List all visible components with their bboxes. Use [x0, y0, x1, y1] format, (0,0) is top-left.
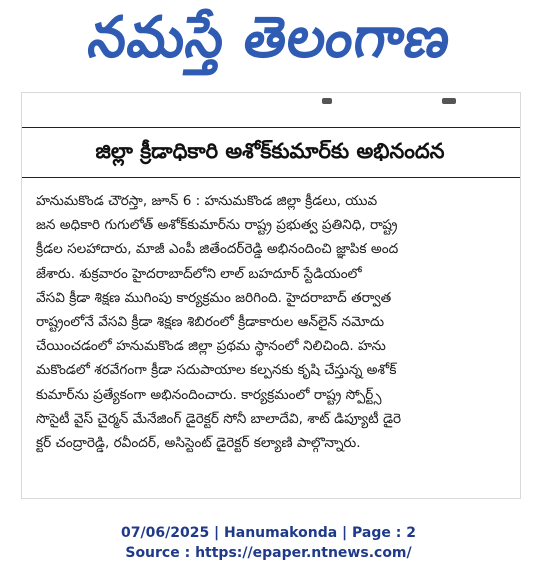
article-line: జన అధికారి గుగులోత్ అశోక్‌కుమార్‌ను రాష్ట్ర ప్రభుత్వ ప్రతినిధి, రాష్ట్ర — [36, 217, 398, 234]
edition-info: 07/06/2025 | Hanumakonda | Page : 2 — [121, 525, 416, 541]
article-line: వేసవి క్రీడా శిక్షణ ముగింపు కార్యక్రమం జరిగింది. హైదరాబాద్ తర్వాత — [36, 289, 392, 306]
article-body — [36, 189, 500, 455]
article-line: చేయించడంలో హనుమకొండ జిల్లా ప్రథమ స్థానంలో నిలిచింది. హను — [36, 338, 386, 355]
article-headline: జిల్లా క్రీడాధికారి అశోక్‌కుమార్‌కు అభినందన — [95, 139, 445, 163]
source-link[interactable]: Source : https://epaper.ntnews.com/ — [125, 545, 412, 561]
cut-mark — [322, 98, 332, 104]
news-clipping — [21, 92, 521, 499]
article-line: క్రీడల సలహాదారు, మాజీ ఎంపీ జితేందర్‌రెడ్డి అభినందించి జ్ఞాపిక అంద — [36, 241, 399, 258]
article-line: జేశారు. శుక్రవారం హైదరాబాద్‌లోని లాల్ బహదూర్ స్టేడియంలో — [36, 265, 362, 282]
cut-mark — [442, 98, 456, 104]
article-line: కుమార్‌ను ప్రత్యేకంగా అభినందించారు. కార్యక్రమంలో రాష్ట్ర స్పోర్ట్స్ — [36, 386, 382, 403]
newspaper-logo: నమస్తే తెలంగాణ — [83, 3, 456, 70]
article-line: మకొండలో శరవేగంగా క్రీడా సదుపాయాల కల్పనకు కృషి చేస్తున్న అశోక్ — [36, 362, 397, 379]
article-line: హనుమకొండ చౌరస్తా, జూన్ 6 : హనుమకొండ జిల్లా క్రీడలు, యువ — [36, 193, 378, 209]
headline-top-rule — [22, 127, 520, 128]
article-line: క్టర్ చంద్రారెడ్డి, రవీందర్, అసిస్టెంట్ డైరెక్టర్ కల్యాణి పాల్గొన్నారు. — [36, 435, 361, 452]
article-line: రాష్ట్రంలోనే వేసవి క్రీడా శిక్షణ శిబిరంలో క్రీడాకారుల ఆన్‌లైన్ నమోదు — [36, 314, 385, 331]
article-line: సొసైటీ వైస్ చైర్మన్ మేనేజింగ్ డైరెక్టర్ సోనీ బాలాదేవి, శాట్ డిప్యూటీ డైరె — [36, 410, 402, 427]
clipping-cut-edge — [22, 93, 520, 109]
headline-bottom-rule — [22, 177, 520, 178]
masthead — [0, 0, 537, 88]
